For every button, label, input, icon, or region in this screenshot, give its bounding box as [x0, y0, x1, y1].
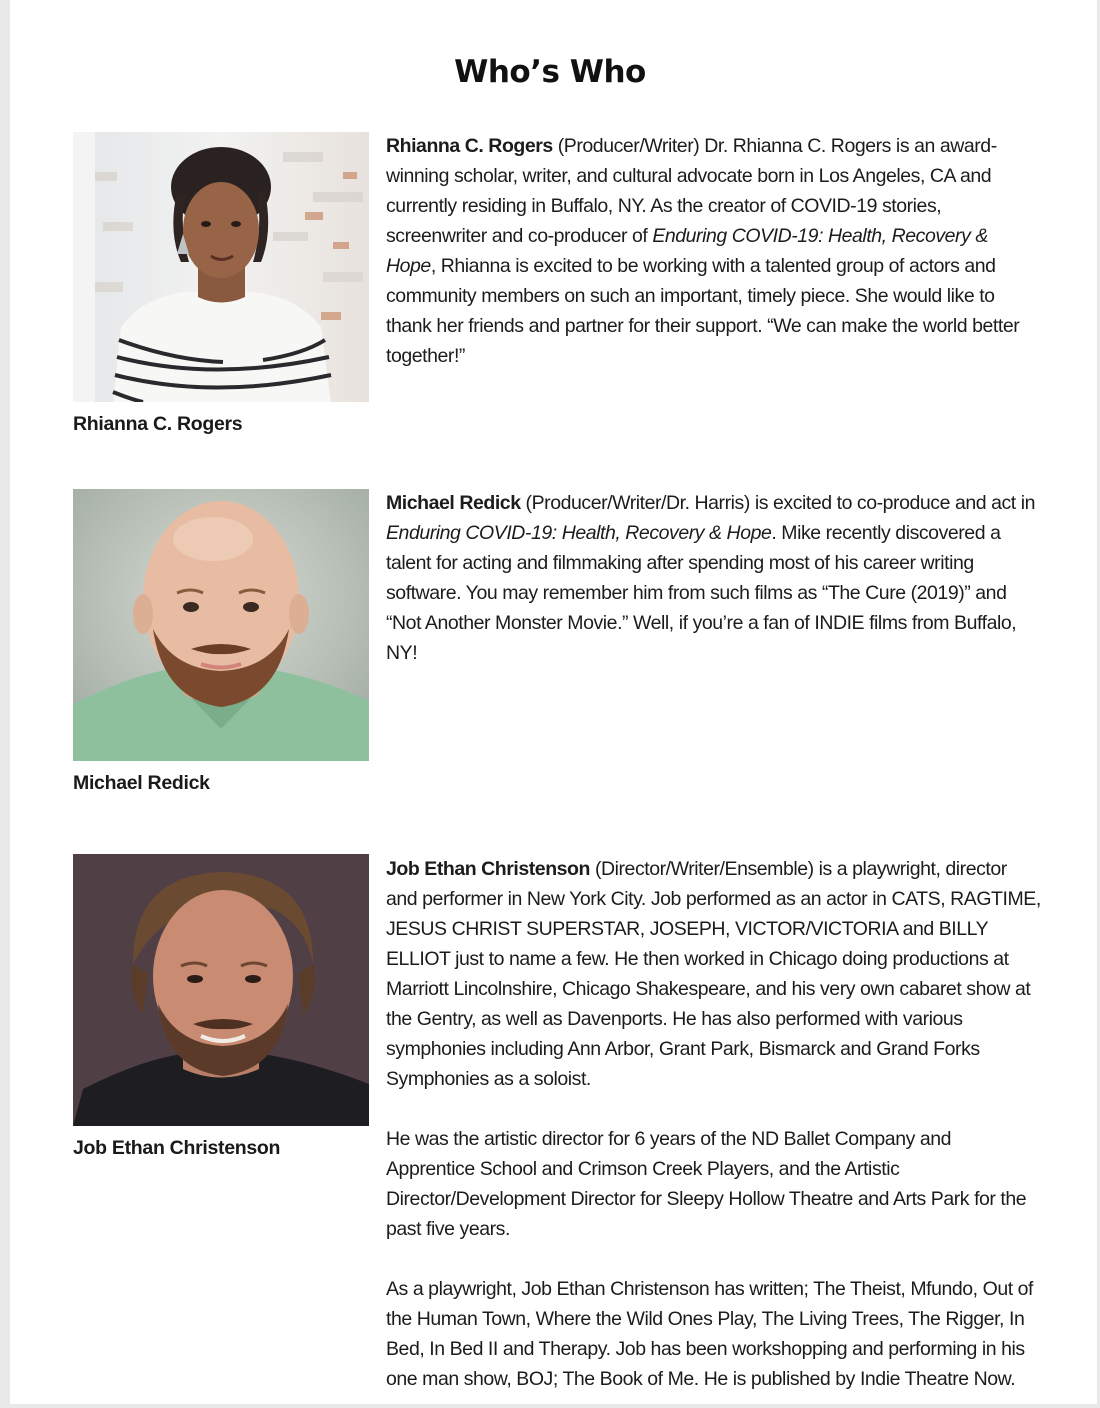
portrait-photo-job [73, 854, 369, 1126]
bio-text: (Producer/Writer) Dr. Rhianna C. Rogers is an award-winning scholar, writer, and cultural advocate born in Los Angeles, CA and currently residing in Buffalo, NY. As the creator of COVID-19 stories, screenwriter and co-producer of [386, 135, 997, 247]
bio-text: (Director/Writer/Ensemble) is a playwright, director and performer in New York City. Job performed as an actor in CATS, RAGTIME, JESUS CHRIST SUPERSTAR, JOSEPH, VICTOR/VICTORIA and BILLY ELLIOT just to name a few. He then worked in Chicago doing productions at Marriott Lincolnshire, Chicago Shakespeare, and his very own cabaret show at the Gentry, as well as Davenports. He has also performed with various symphonies including Ann Arbor, Grant Park, Bismarck and Grand Forks Symphonies as a soloist. [386, 858, 1041, 1090]
caption-job: Job Ethan Christenson [73, 1137, 281, 1159]
bio-rhianna [386, 131, 1041, 371]
bio-paragraph [386, 1124, 1041, 1244]
bio-paragraph [386, 131, 1041, 371]
bio-job [386, 854, 1041, 1394]
bio-text: , Rhianna is excited to be working with a talented group of actors and community members on such an important, timely piece. She would like to thank her friends and partner for their support. “We can make the world better together!” [386, 255, 1020, 367]
bio-italic-title: Enduring COVID-19: Health, Recovery & Hope [386, 225, 988, 277]
portrait-photo-michael [73, 489, 369, 761]
bio-paragraph [386, 1274, 1041, 1394]
bio-text: . Mike recently discovered a talent for acting and filmmaking after spending most of his career writing software. You may remember him from such films as “The Cure (2019)” and “Not Another Monster Movie.” Well, if you’re a fan of INDIE films from Buffalo, NY! [386, 522, 1017, 664]
caption-michael: Michael Redick [73, 772, 210, 794]
portrait-photo-rhianna [73, 132, 369, 402]
bio-text: As a playwright, Job Ethan Christenson has written; The Theist, Mfundo, Out of the Human Town, Where the Wild Ones Play, The Living Trees, The Rigger, In Bed, In Bed II and Therapy. Job has been workshopping and performing in his one man show, BOJ; The Book of Me. He is published by Indie Theatre Now. [386, 1278, 1034, 1390]
bio-text: (Producer/Writer/Dr. Harris) is excited to co-produce and act in [520, 492, 1036, 514]
caption-rhianna: Rhianna C. Rogers [73, 413, 243, 435]
bio-name: Job Ethan Christenson [386, 858, 590, 880]
bio-text: He was the artistic director for 6 years of the ND Ballet Company and Apprentice School and Crimson Creek Players, and the Artistic Director/Development Director for Sleepy Hollow Theatre and Arts Park for the past five years. [386, 1128, 1027, 1240]
bio-name: Michael Redick [386, 492, 521, 514]
bio-paragraph [386, 854, 1041, 1094]
bio-name: Rhianna C. Rogers [386, 135, 553, 157]
page-title: Who’s Who [454, 54, 646, 90]
bio-paragraph [386, 488, 1041, 668]
bio-michael [386, 488, 1041, 668]
bio-italic-title: Enduring COVID-19: Health, Recovery & Hope [386, 522, 772, 544]
